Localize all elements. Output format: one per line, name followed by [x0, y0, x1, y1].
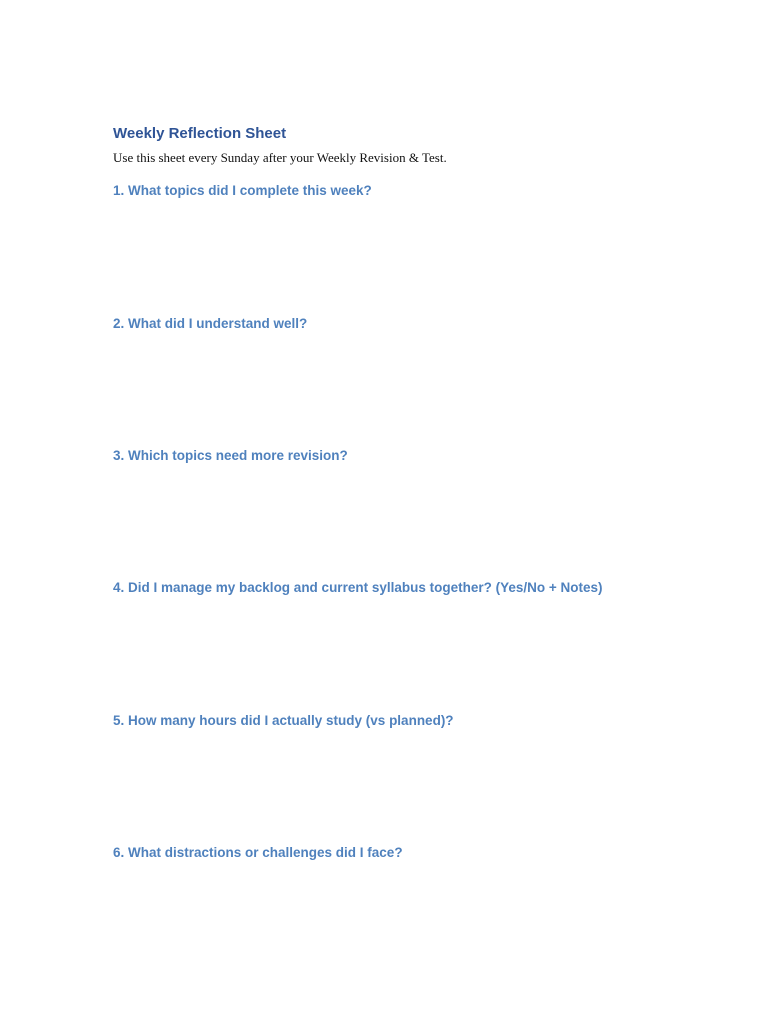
question-2: 2. What did I understand well? — [113, 316, 308, 331]
sheet-title: Weekly Reflection Sheet — [113, 125, 287, 142]
question-5: 5. How many hours did I actually study (vs planned)? — [113, 713, 454, 728]
question-6: 6. What distractions or challenges did I face? — [113, 845, 403, 860]
question-4: 4. Did I manage my backlog and current syllabus together? (Yes/No + Notes) — [113, 580, 603, 595]
question-1: 1. What topics did I complete this week? — [113, 183, 372, 198]
sheet-instructions: Use this sheet every Sunday after your Weekly Revision & Test. — [113, 150, 447, 165]
question-3: 3. Which topics need more revision? — [113, 448, 348, 463]
